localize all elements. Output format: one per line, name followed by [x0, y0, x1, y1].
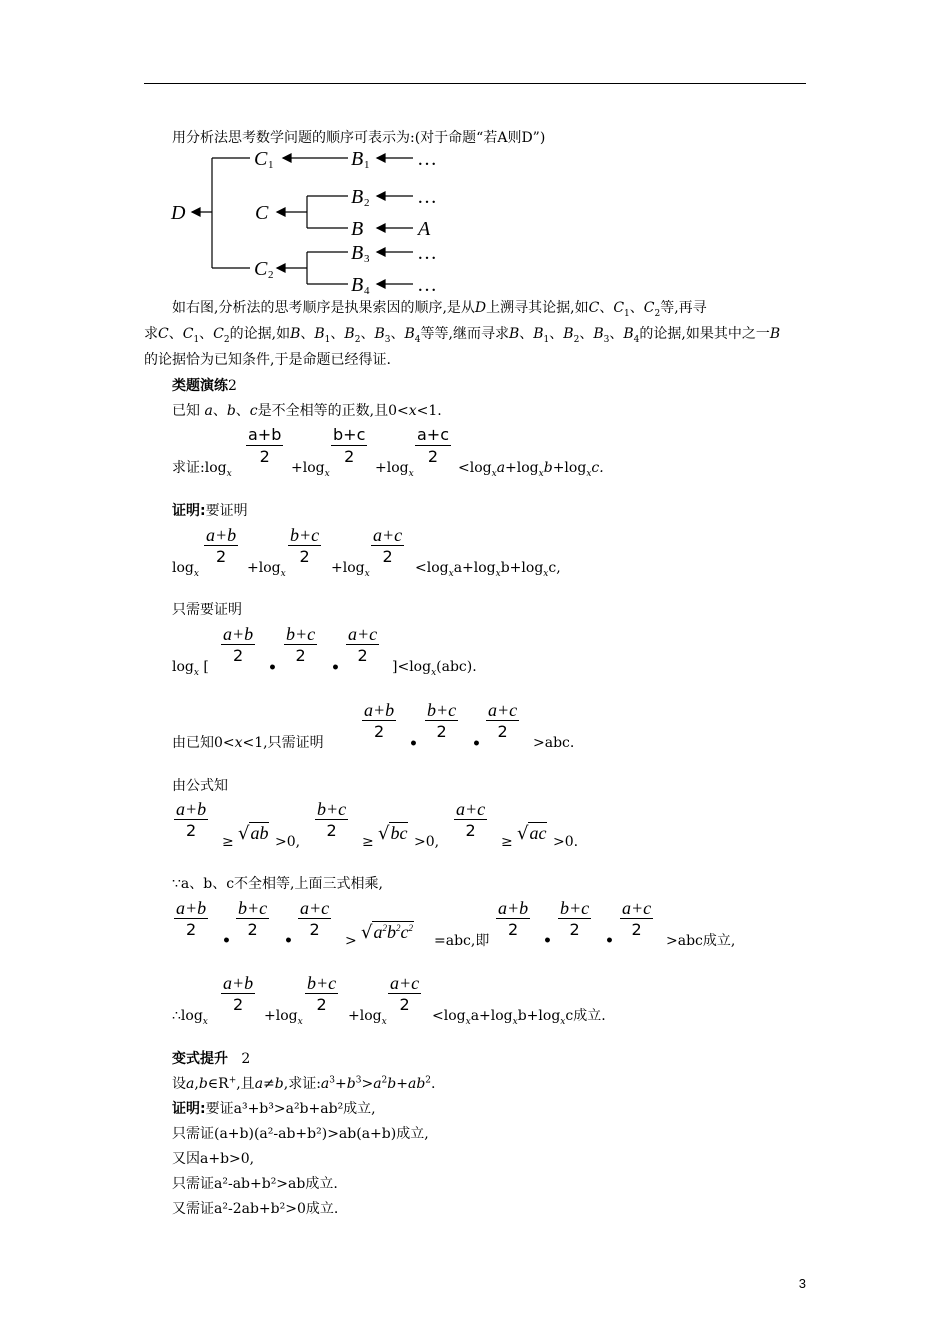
- frac-ac: a+c 2: [390, 973, 420, 1014]
- dot: •: [543, 933, 552, 949]
- node-A: A: [418, 218, 431, 240]
- proof-title: 证明:要证明: [172, 503, 248, 519]
- sqrt-ab: √ab: [238, 823, 269, 844]
- dot: •: [284, 933, 293, 949]
- node-B1: B: [351, 148, 364, 170]
- node-C1-sub: 1: [268, 159, 274, 171]
- node-C2-sub: 2: [268, 269, 274, 281]
- analysis-diagram: [165, 146, 465, 296]
- frac-ab: a+b 2: [176, 799, 207, 840]
- node-B4: B: [351, 274, 364, 296]
- because-line: ∵a、b、c不全相等,上面三式相乘,: [172, 876, 383, 892]
- node-ellipsis-3: …: [417, 242, 437, 264]
- only-log: $\log_x$ [: [172, 659, 209, 678]
- geq-sign: ≥: [501, 834, 513, 850]
- intro-line: 用分析法思考数学问题的顺序可表示为:(对于命题“若A则D”): [172, 130, 546, 146]
- node-C: C: [255, 202, 269, 224]
- variant-proof-3: 又因a+b>0,: [172, 1151, 255, 1167]
- variant-proof-4: 只需证a²-ab+b²>ab成立.: [172, 1176, 338, 1192]
- gt-sign: >: [345, 933, 357, 949]
- geq-sign: ≥: [222, 834, 234, 850]
- formula-title: 由公式知: [172, 778, 228, 794]
- node-ellipsis-1: …: [417, 148, 437, 170]
- proof-log3: $+\log_x$: [331, 560, 370, 579]
- prove-log3: $+\log_x$: [375, 460, 414, 479]
- proof-log2: $+\log_x$: [247, 560, 286, 579]
- para1-line3: 的论据恰为已知条件,于是命题已经得证.: [144, 352, 391, 368]
- node-C2: C: [254, 258, 268, 280]
- only-rhs: ]$<\log_x(abc)$.: [392, 659, 477, 678]
- only-need: 只需要证明: [172, 602, 242, 618]
- node-B3-sub: 3: [364, 253, 370, 265]
- known-gt: >abc.: [533, 735, 575, 751]
- frac-ac: a+c 2: [622, 898, 652, 939]
- frac-ab: a+b 2: [248, 425, 282, 466]
- frac-ac: a+c 2: [488, 700, 518, 741]
- sqrt-bc: √bc: [378, 823, 408, 844]
- node-B2-sub: 2: [364, 197, 370, 209]
- frac-ac: a+c 2: [417, 425, 450, 466]
- node-B3: B: [351, 242, 364, 264]
- node-B1-sub: 1: [364, 159, 370, 171]
- frac-ab: a+b 2: [498, 898, 529, 939]
- prove-rhs: $<\log_xa+\log_xb+\log_xc$.: [458, 460, 604, 479]
- frac-ab: a+b 2: [364, 700, 395, 741]
- prove-log2: $+\log_x$: [291, 460, 330, 479]
- frac-ac: a+c 2: [348, 624, 378, 665]
- exercise-title: 类题演练2: [172, 378, 237, 394]
- dot: •: [331, 660, 340, 676]
- node-D: D: [171, 202, 186, 224]
- frac-bc: b+c 2: [307, 973, 337, 1014]
- frac-ac: a+c 2: [300, 898, 330, 939]
- dot: •: [605, 933, 614, 949]
- therefore-log2: $+\log_x$: [264, 1008, 303, 1027]
- therefore-log3: $+\log_x$: [348, 1008, 387, 1027]
- therefore-rhs: $<\log_xa+\log_xb+\log_xc$成立.: [432, 1008, 606, 1027]
- variant-statement: 设a,b∈R+,且a≠b,求证$:a^3+b^3>a^2b+ab^2$.: [172, 1075, 436, 1092]
- para1-line2: 求C、$C_1$、$C_2$的论据,如B、$B_1$、$B_2$、$B_3$、$B_4$等等,继而寻求B、$B_1$、$B_2$、$B_3$、$B_4$的论据,如果其中之一B: [144, 326, 781, 345]
- exercise-given: 已知 a、b、c是不全相等的正数,且0<x<1.: [172, 403, 442, 419]
- variant-title: 变式提升 2: [172, 1051, 251, 1067]
- frac-ab: a+b 2: [223, 624, 254, 665]
- node-B: B: [351, 218, 364, 240]
- para1-line1: 如右图,分析法的思考顺序是执果索因的顺序,是从D上溯寻其论据,如C、$C_1$、$C_2$等,再寻: [172, 300, 707, 319]
- node-B4-sub: 4: [364, 285, 370, 296]
- node-B2: B: [351, 186, 364, 208]
- frac-bc: b+c 2: [238, 898, 268, 939]
- header-rule: [144, 83, 806, 84]
- sqrt-a2b2c2: $√a^2b^2c^2$: [361, 922, 413, 943]
- page-number: 3: [798, 1276, 806, 1291]
- variant-proof-1: 证明:要证a³+b³>a²b+ab²成立,: [172, 1101, 376, 1117]
- node-ellipsis-2: …: [417, 186, 437, 208]
- frac-bc: b+c 2: [560, 898, 590, 939]
- variant-proof-2: 只需证(a+b)(a²-ab+b²)>ab(a+b)成立,: [172, 1126, 429, 1142]
- frac-ac: a+c 2: [456, 799, 486, 840]
- frac-bc: b+c 2: [427, 700, 457, 741]
- node-C1: C: [254, 148, 268, 170]
- variant-proof-5: 又需证a²-2ab+b²>0成立.: [172, 1201, 339, 1217]
- therefore-log1: $\therefore\log_x$: [172, 1008, 208, 1027]
- node-ellipsis-4: …: [417, 274, 437, 296]
- holds-text: >abc成立,: [666, 933, 736, 949]
- known-text: 由已知0<x<1,只需证明: [172, 735, 324, 751]
- dot: •: [222, 933, 231, 949]
- sqrt-ac: √ac: [517, 823, 547, 844]
- gt-zero: >0,: [414, 834, 440, 850]
- dot: •: [409, 736, 418, 752]
- dot: •: [472, 736, 481, 752]
- geq-sign: ≥: [362, 834, 374, 850]
- frac-ab: a+b 2: [223, 973, 254, 1014]
- frac-bc: b+c 2: [286, 624, 316, 665]
- frac-bc: b+c 2: [333, 425, 366, 466]
- frac-bc: b+c 2: [290, 525, 320, 566]
- frac-bc: b+c 2: [317, 799, 347, 840]
- proof-log1: $\log_x$: [172, 560, 199, 579]
- dot: •: [268, 660, 277, 676]
- proof-rhs: $<\log_xa+\log_xb+\log_xc$,: [415, 560, 561, 579]
- frac-ab: a+b 2: [176, 898, 207, 939]
- gt-zero: >0,: [275, 834, 301, 850]
- frac-ac: a+c 2: [373, 525, 403, 566]
- eq-abc: =abc,即: [434, 933, 490, 949]
- prove-log1: 求证$:\log_x$: [172, 460, 232, 479]
- gt-zero-end: >0.: [553, 834, 579, 850]
- frac-ab: a+b 2: [206, 525, 237, 566]
